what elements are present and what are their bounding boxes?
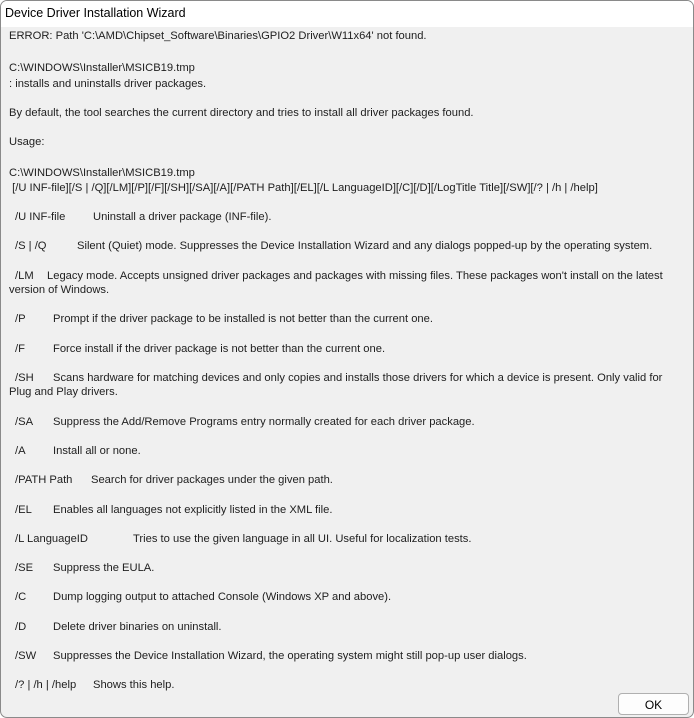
usage-path: C:\WINDOWS\Installer\MSICB19.tmp	[9, 167, 195, 179]
option-line	[9, 649, 527, 663]
option-line	[9, 561, 154, 575]
option-line	[9, 473, 333, 487]
option-desc: Tries to use the given language in all UI. Useful for localization tests.	[133, 533, 472, 545]
option-desc: Suppress the Add/Remove Programs entry normally created for each driver package.	[53, 416, 475, 428]
tool-path: C:\WINDOWS\Installer\MSICB19.tmp	[9, 62, 195, 74]
option-desc: Legacy mode. Accepts unsigned driver packages and packages with missing files. These packages won't install on the latest version of Windows.	[9, 270, 663, 296]
option-switch: /P	[15, 313, 26, 325]
option-desc: Scans hardware for matching devices and only copies and installs those drivers for which a device is present. Only valid for Plug and Play drivers.	[9, 372, 663, 398]
option-line	[9, 342, 385, 356]
option-switch: /SE	[15, 562, 34, 574]
option-line	[9, 590, 391, 604]
option-switch: /S | /Q	[15, 240, 47, 252]
option-line	[9, 444, 141, 458]
ok-button[interactable]: OK	[618, 693, 689, 715]
option-desc: Delete driver binaries on uninstall.	[53, 621, 222, 633]
option-switch: /U INF-file	[15, 211, 66, 223]
option-line	[9, 678, 174, 692]
option-switch: /L LanguageID	[15, 533, 88, 545]
option-switch: /PATH Path	[15, 474, 73, 486]
option-switch: /LM	[15, 270, 34, 282]
option-switch: /EL	[15, 504, 32, 516]
option-desc: Search for driver packages under the given path.	[91, 474, 333, 486]
option-desc: Suppress the EULA.	[53, 562, 155, 574]
option-line	[9, 415, 475, 429]
option-switch: /A	[15, 445, 26, 457]
default-behavior: By default, the tool searches the current directory and tries to install all driver packages found.	[9, 107, 474, 119]
title-bar[interactable]	[1, 1, 693, 27]
option-line	[9, 210, 271, 224]
option-switch: /D	[15, 621, 27, 633]
option-desc: Silent (Quiet) mode. Suppresses the Device Installation Wizard and any dialogs popped-up by the operating system.	[77, 240, 653, 252]
option-desc: Install all or none.	[53, 445, 141, 457]
option-desc: Force install if the driver package is not better than the current one.	[53, 343, 386, 355]
usage-heading: Usage:	[9, 136, 45, 148]
option-line	[9, 620, 222, 634]
option-switch: /SH	[15, 372, 34, 384]
option-desc: Suppresses the Device Installation Wizard, the operating system might still pop-up user dialogs.	[53, 650, 527, 662]
usage-syntax: [/U INF-file][/S | /Q][/LM][/P][/F][/SH][/SA][/A][/PATH Path][/EL][/L LanguageID][/C][/D][/LogTitle Title][/SW][/? | /h | /help]	[9, 182, 598, 194]
option-switch: /? | /h | /help	[15, 679, 77, 691]
window-title: Device Driver Installation Wizard	[5, 6, 186, 20]
option-line	[9, 532, 472, 546]
option-desc: Uninstall a driver package (INF-file).	[93, 211, 272, 223]
option-switch: /SA	[15, 416, 34, 428]
option-switch: /SW	[15, 650, 37, 662]
option-line	[9, 503, 332, 517]
option-desc: Enables all languages not explicitly listed in the XML file.	[53, 504, 333, 516]
option-line	[9, 269, 685, 297]
option-desc: Shows this help.	[93, 679, 175, 691]
option-switch: /F	[15, 343, 25, 355]
error-message: ERROR: Path 'C:\AMD\Chipset_Software\Binaries\GPIO2 Driver\W11x64' not found.	[9, 30, 427, 42]
option-desc: Prompt if the driver package to be installed is not better than the current one.	[53, 313, 433, 325]
option-desc: Dump logging output to attached Console (Windows XP and above).	[53, 591, 392, 603]
option-line	[9, 371, 685, 399]
tool-description: : installs and uninstalls driver packages.	[9, 78, 207, 90]
option-line	[9, 312, 433, 326]
option-line	[9, 239, 652, 253]
option-switch: /C	[15, 591, 27, 603]
